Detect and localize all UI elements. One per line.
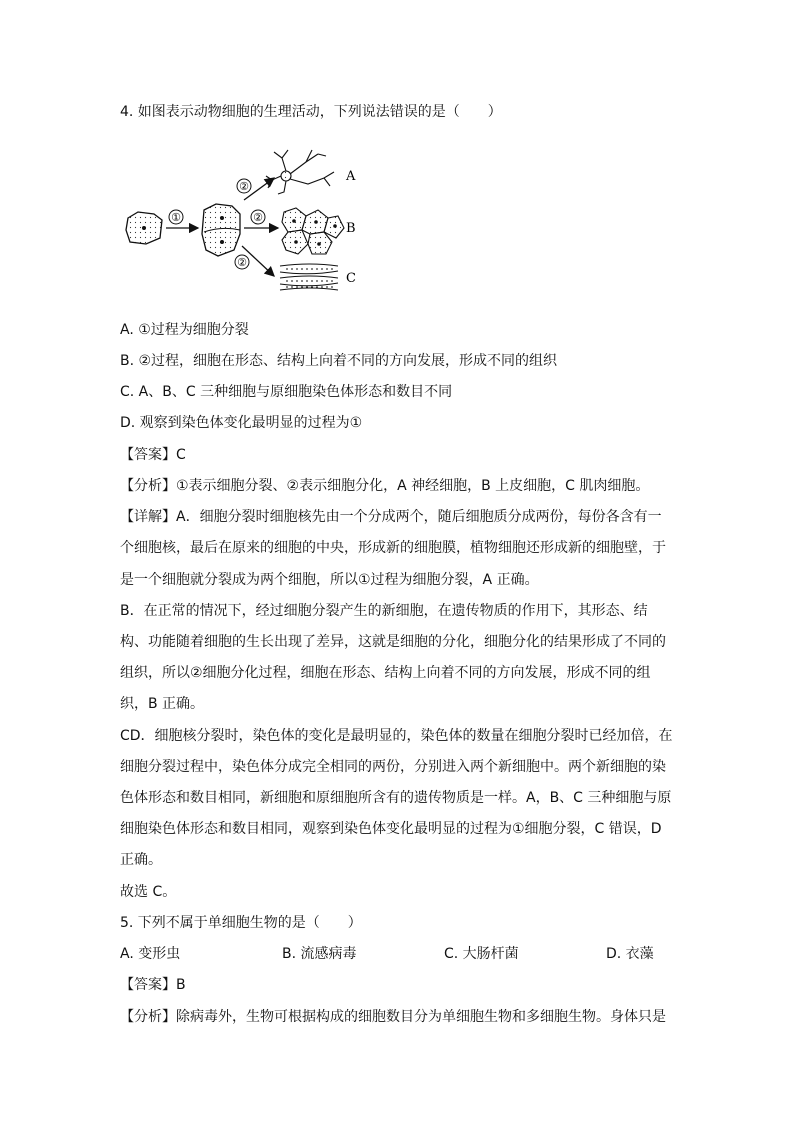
q4-detail-line: 个细胞核，最后在原来的细胞的中央，形成新的细胞膜，植物细胞还形成新的细胞壁，于	[120, 540, 666, 556]
q5-option-c: C. 大肠杆菌	[444, 946, 519, 962]
q5-option-d: D. 衣藻	[606, 946, 654, 962]
q4-detail-line: CD．细胞核分裂时，染色体的变化是最明显的，染色体的数量在细胞分裂时已经加倍，在	[120, 728, 673, 744]
epithelial-cells	[282, 208, 344, 254]
question-5-title: 5. 下列不属于单细胞生物的是（ ）	[120, 915, 362, 931]
dividing-cells	[202, 204, 240, 256]
label-c: C	[346, 271, 356, 286]
cell-activity-diagram	[124, 146, 374, 296]
q4-detail-line: 织，B 正确。	[120, 696, 205, 712]
label-b: B	[346, 221, 356, 236]
step-1-label: ①	[171, 211, 181, 224]
q5-option-b: B. 流感病毒	[282, 946, 357, 962]
q4-option-b: B. ②过程，细胞在形态、结构上向着不同的方向发展，形成不同的组织	[120, 353, 558, 369]
q4-detail-line: 【详解】A．细胞分裂时细胞核先由一个分成两个，随后细胞质分成两份，每份各含有一	[120, 509, 662, 525]
q4-detail-line: 色体形态和数目相同，新细胞和原细胞所含有的遗传物质是一样。A，B、C 三种细胞与原	[120, 790, 672, 806]
q5-analysis: 【分析】除病毒外，生物可根据构成的细胞数目分为单细胞生物和多细胞生物。身体只是	[120, 1009, 666, 1025]
q4-answer: 【答案】C	[120, 447, 186, 463]
svg-text:②: ②	[237, 256, 247, 269]
q4-conclusion: 故选 C。	[120, 884, 177, 900]
q4-detail-line: 组织，所以②细胞分化过程，细胞在形态、结构上向着不同的方向发展，形成不同的组	[120, 665, 651, 681]
svg-text:②: ②	[239, 180, 249, 193]
q5-answer: 【答案】B	[120, 977, 186, 993]
q5-option-a: A. 变形虫	[120, 946, 181, 962]
q4-detail-line: 是一个细胞就分裂成为两个细胞，所以①过程为细胞分裂，A 正确。	[120, 572, 539, 588]
q4-detail-line: 正确。	[120, 852, 162, 868]
muscle-cells	[280, 264, 338, 290]
question-4-title: 4. 如图表示动物细胞的生理活动，下列说法错误的是（ ）	[120, 104, 502, 120]
q4-detail-line: 细胞染色体形态和数目相同，观察到染色体变化最明显的过程为①细胞分裂，C 错误，D	[120, 821, 662, 837]
svg-text:②: ②	[253, 211, 263, 224]
q4-detail-line: 构、功能随着细胞的生长出现了差异，这就是细胞的分化，细胞分化的结果形成了不同的	[120, 634, 666, 650]
q4-option-a: A. ①过程为细胞分裂	[120, 322, 249, 338]
q4-option-d: D. 观察到染色体变化最明显的过程为①	[120, 415, 363, 431]
q4-detail-line: 细胞分裂过程中，染色体分成完全相同的两份，分别进入两个新细胞中。两个新细胞的染	[120, 759, 666, 775]
q4-detail-line: B．在正常的情况下，经过细胞分裂产生的新细胞，在遗传物质的作用下，其形态、结	[120, 603, 648, 619]
q4-option-c: C. A、B、C 三种细胞与原细胞染色体形态和数目不同	[120, 384, 453, 400]
q4-analysis: 【分析】①表示细胞分裂、②表示细胞分化，A 神经细胞，B 上皮细胞，C 肌肉细胞。	[120, 478, 650, 494]
label-a: A	[346, 169, 356, 184]
neuron-cell	[266, 150, 334, 194]
